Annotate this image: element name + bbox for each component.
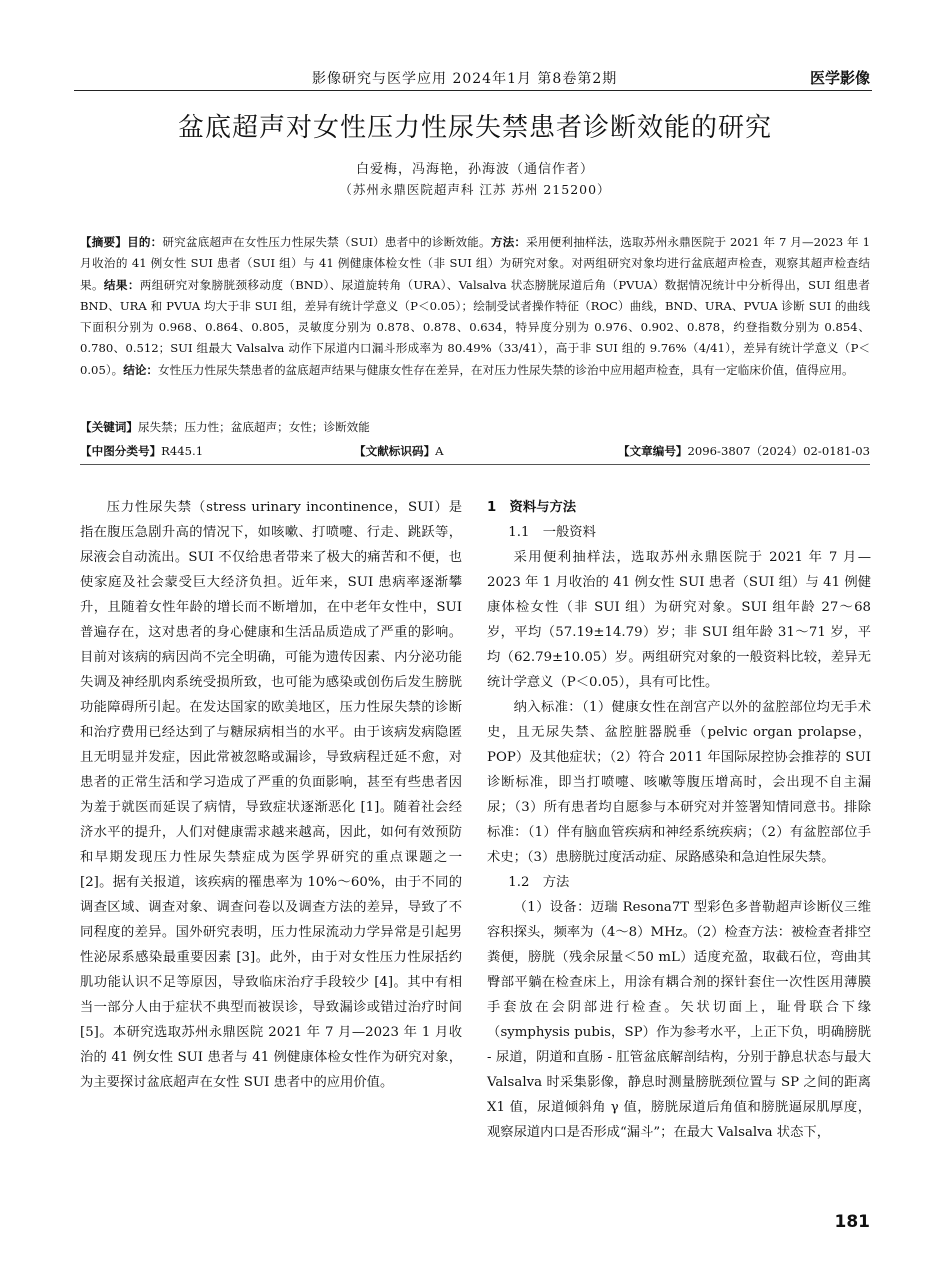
abstract-objective: 研究盆底超声在女性压力性尿失禁（SUI）患者中的诊断效能。 [162,235,491,249]
keywords-label: 【关键词】 [80,420,138,434]
abstract-objective-label: 目的： [127,235,163,249]
right-column [487,495,871,1145]
divider [80,464,870,465]
clc-item [80,441,203,461]
abstract-label: 【摘要】 [80,235,128,249]
abstract [80,232,870,381]
abstract-conclusion: 女性压力性尿失禁患者的盆底超声结果与健康女性存在差异，在对压力性尿失禁的诊治中应用超声检查，具有一定临床价值，值得应用。 [158,362,854,377]
article-meta [80,441,870,461]
abstract-conclusion-label: 结论： [123,362,158,377]
article-authors: 白爱梅，冯海艳，孙海波（通信作者） [355,162,594,177]
article-number-item [618,441,870,461]
general-info-paragraph: 采用便利抽样法，选取苏州永鼎医院于 2021 年 7 月—2023 年 1 月收治的 41 例女性 SUI 患者（SUI 组）与 41 例健康体检女性（非 SUI 组）为研究对象。SUI 组年龄 27～68 岁，平均（57.19±14.79）岁；非 SUI 组年龄 31～71 岁，平均（62.79±10.05）岁。两组研究对象的一般资料比较，差异无统计学意义（P＜0.05），具有可比性。 [487,550,871,690]
section-heading-methods: 1 资料与方法 [487,500,577,515]
criteria-paragraph: 纳入标准：（1）健康女性在剖宫产以外的盆腔部位均无手术史，且无尿失禁、盆腔脏器脱垂（pelvic organ prolapse，POP）及其他症状；（2）符合 2011 年国际尿控协会推荐的 SUI 诊断标准，即当打喷嚏、咳嗽等腹压增高时，会出现不自主漏尿；（3）所有患者均自愿参与本研究对并签署知情同意书。排除标准：（1）伴有脑血管疾病和神经系统疾病；（2）有盆腔部位手术史；（3）患膀胱过度活动症、尿路感染和急迫性尿失禁。 [487,700,871,865]
article-title: 盆底超声对女性压力性尿失禁患者诊断效能的研究 [177,113,772,143]
clc-label: 【中图分类号】 [80,444,162,458]
subsection-heading-general: 1.1 一般资料 [508,525,596,540]
doc-code-item [354,441,444,461]
keywords-text: 尿失禁；压力性；盆底超声；女性；诊断效能 [137,420,370,434]
method-paragraph: （1）设备：迈瑞 Resona7T 型彩色多普勒超声诊断仪三维容积探头，频率为（4～8）MHz。（2）检查方法：被检查者排空粪便，膀胱（残余尿量＜50 mL）适度充盈，取截石位，弯曲其臀部平躺在检查床上，用涂有耦合剂的探针套住一次性医用薄膜手套放在会阴部进行检查。矢状切面上，耻骨联合下缘（symphysis pubis，SP）作为参考水平，上正下负，明确膀胱 - 尿道，阴道和直肠 - 肛管盆底解剖结构，分别于静息状态与最大 Valsalva 时采集影像，静息时测量膀胱颈位置与 SP 之间的距离 X1 值，尿道倾斜角 γ 值，膀胱尿道后角值和膀胱逼尿肌厚度，观察尿道内口是否形成“漏斗”；在最大 Valsalva 状态下， [487,900,871,1140]
running-header [74,64,872,91]
article-affiliation: （苏州永鼎医院超声科 江苏 苏州 215200） [339,182,611,197]
left-column [80,495,462,1095]
abstract-method-label: 方法： [490,235,527,249]
doc-code-value: A [435,444,444,458]
abstract-method: 采用便利抽样法，选取苏州永鼎医院于 2021 年 7 月—2023 年 1 月收治的 41 例女性 SUI 患者（SUI 组）与 41 例健康体检女性（非 SUI 组）为研究对象。对两组研究对象均进行盆底超声检查，观察其超声检查结果。 [80,235,870,292]
intro-paragraph: 压力性尿失禁（stress urinary incontinence，SUI）是指在腹压急剧升高的情况下，如咳嗽、打喷嚏、行走、跳跃等，尿液会自动流出。SUI 不仅给患者带来了极大的痛苦和不便，也使家庭及社会蒙受巨大经济负担。近年来，SUI 患病率逐渐攀升，且随着女性年龄的增长而不断增加，在中老年女性中，SUI 普遍存在，这对患者的身心健康和生活品质造成了严重的影响。目前对该病的病因尚不完全明确，可能为遗传因素、内分泌功能失调及神经肌肉系统受损所致，也可能为感染或创伤后发生膀胱功能障碍所引起。在发达国家的欧美地区，压力性尿失禁的诊断和治疗费用已经达到了与糖尿病相当的水平。由于该病发病隐匿且无明显并发症，因此常被忽略或漏诊，导致病程迁延不愈，对患者的正常生活和学习造成了严重的负面影响，甚至有些患者因为羞于就医而延误了病情，导致症状逐渐恶化 [1]。随着社会经济水平的提升，人们对健康需求越来越高，因此，如何有效预防和早期发现压力性尿失禁症成为医学界研究的重点课题之一 [2]。据有关报道，该疾病的罹患率为 10%～60%，由于不同的调查区域、调查对象、调查问卷以及调查方法的差异，导致了不同程度的差异。国外研究表明，压力性尿流动力学异常是引起男性泌尿系感染最重要因素 [3]。此外，由于对女性压力性尿括约肌功能认识不足等原因，导致临床治疗手段较少 [4]。其中有相当一部分人由于症状不典型而被误诊，导致漏诊或错过治疗时间 [5]。本研究选取苏州永鼎医院 2021 年 7 月—2023 年 1 月收治的 41 例女性 SUI 患者与 41 例健康体检女性作为研究对象，为主要探讨盆底超声在女性 SUI 患者中的应用价值。 [80,500,462,1090]
article-number-label: 【文章编号】 [617,444,688,458]
page-number: 181 [834,1212,870,1232]
abstract-result: 两组研究对象膀胱颈移动度（BND）、尿道旋转角（URA）、Valsalva 状态膀胱尿道后角（PVUA）数据情况统计中分析得出，SUI 组患者 BND、URA 和 PVUA 均大于非 SUI 组，差异有统计学意义（P＜0.05）；绘制受试者操作特征（ROC）曲线，BND、URA、PVUA 诊断 SUI 的曲线下面积分别为 0.968、0.864、0.805，灵敏度分别为 0.878、0.878、0.634，特异度分别为 0.976、0.902、0.878，约登指数分别为 0.854、0.780、0.512；SUI 组最大 Valsalva 动作下尿道内口漏斗形成率为 80.49%（33/41），高于非 SUI 组的 9.76%（4/41），差异有统计学意义（P＜0.05）。 [80,277,870,377]
section-label: 医学影像 [809,69,870,87]
article-number-value: 2096-3807（2024）02-0181-03 [687,444,870,458]
doc-code-label: 【文献标识码】 [354,444,436,458]
subsection-heading-method: 1.2 方法 [508,875,570,890]
journal-info: 影像研究与医学应用 2024年1月 第8卷第2期 [312,71,618,87]
clc-value: R445.1 [161,444,204,458]
keywords [80,417,870,438]
abstract-result-label: 结果： [103,277,140,292]
